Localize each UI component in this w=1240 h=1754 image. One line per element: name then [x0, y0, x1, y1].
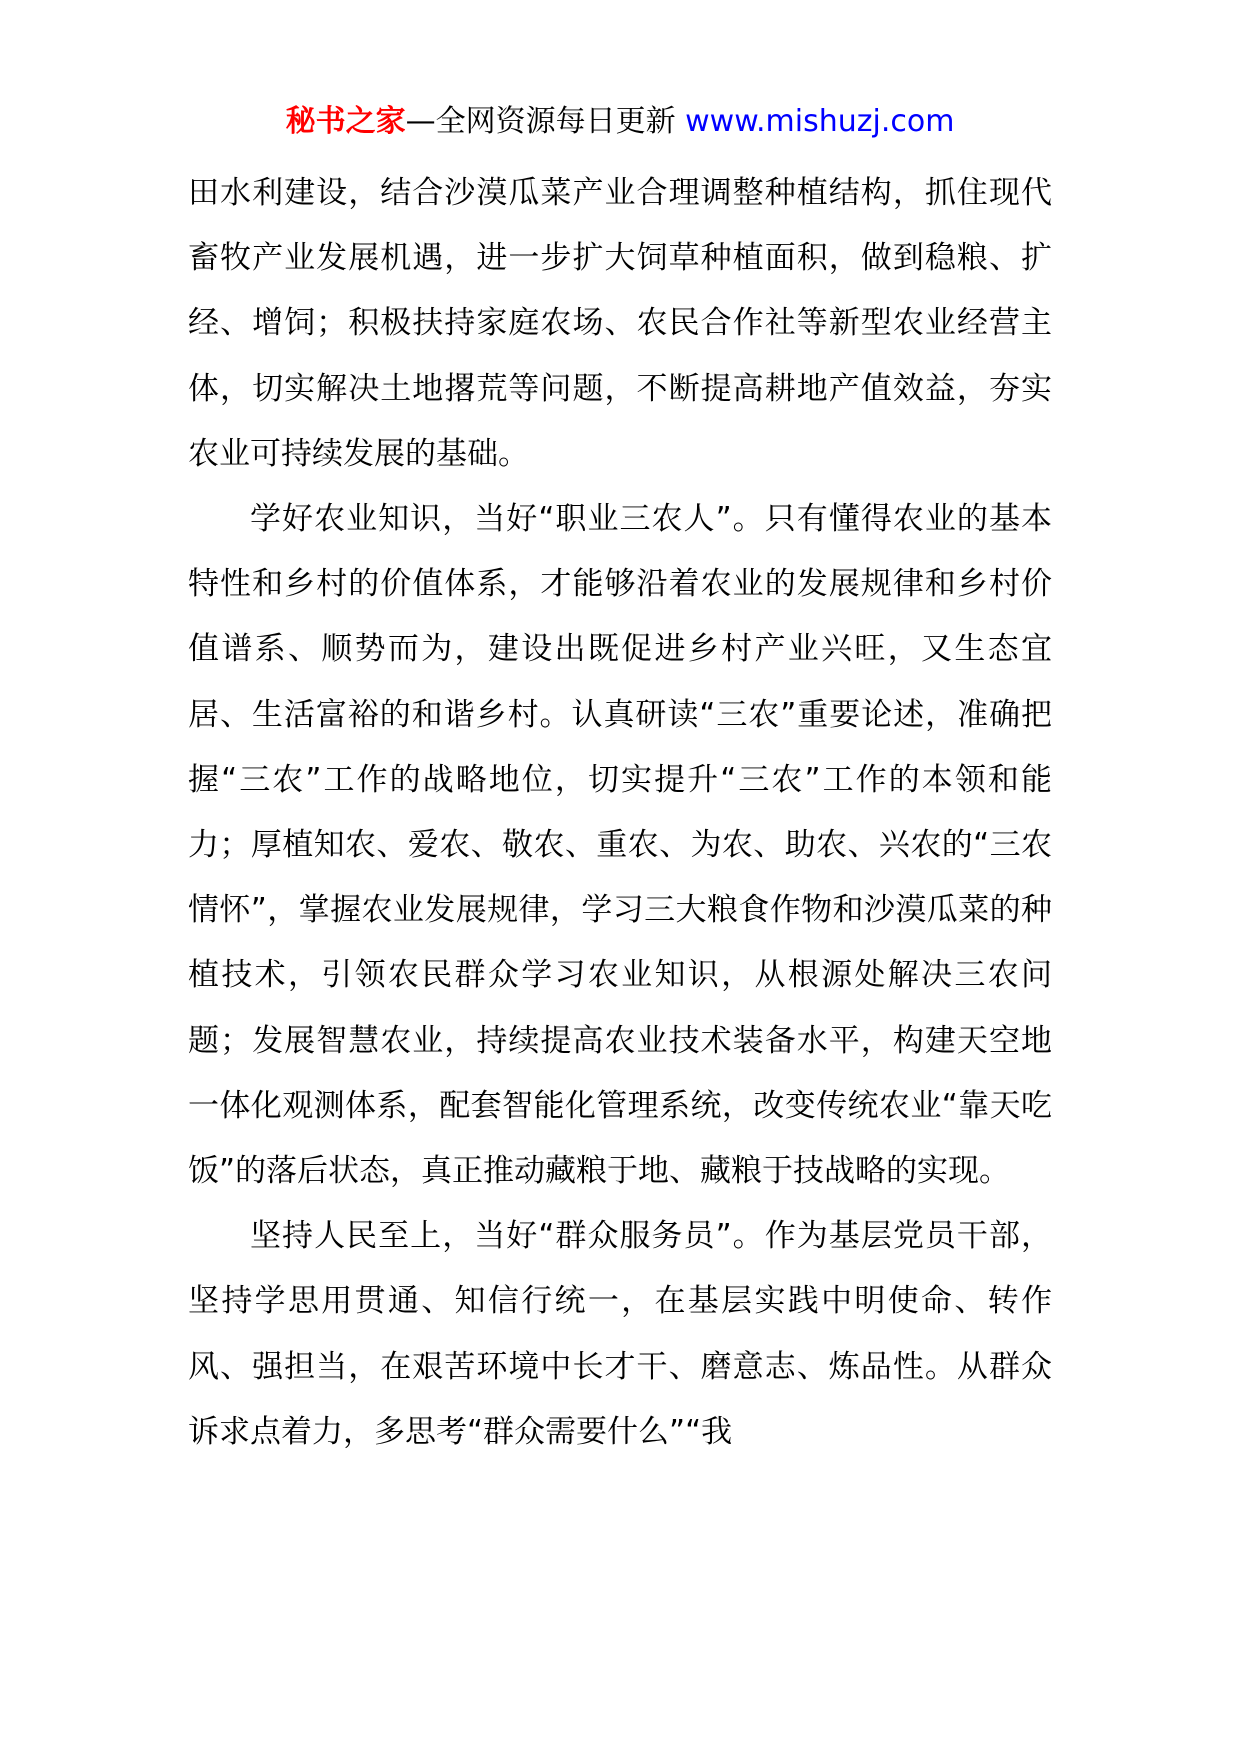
paragraph-continuation: 田水利建设，结合沙漠瓜菜产业合理调整种植结构，抓住现代畜牧产业发展机遇，进一步扩大饲草种植面积，做到稳粮、扩经、增饲；积极扶持家庭农场、农民合作社等新型农业经营主体，切实解决土地撂荒等问题，不断提高耕地产值效益，夯实农业可持续发展的基础。	[188, 175, 1052, 472]
site-header	[0, 100, 1240, 144]
document-body	[188, 161, 1052, 1465]
site-tagline: —全网资源每日更新	[405, 104, 676, 139]
paragraph-agriculture-knowledge: 学好农业知识，当好“职业三农人”。只有懂得农业的基本特性和乡村的价值体系，才能够沿着农业的发展规律和乡村价值谱系、顺势而为，建设出既促进乡村产业兴旺，又生态宜居、生活富裕的和谐乡村。认真研读“三农”重要论述，准确把握“三农”工作的战略地位，切实提升“三农”工作的本领和能力；厚植知农、爱农、敬农、重农、为农、助农、兴农的“三农情怀”，掌握农业发展规律，学习三大粮食作物和沙漠瓜菜的种植技术，引领农民群众学习农业知识，从根源处解决三农问题；发展智慧农业，持续提高农业技术装备水平，构建天空地一体化观测体系，配套智能化管理系统，改变传统农业“靠天吃饭”的落后状态，真正推动藏粮于地、藏粮于技战略的实现。	[188, 501, 1052, 1190]
site-brand: 秘书之家	[285, 104, 406, 139]
site-url-link[interactable]: www.mishuzj.com	[685, 104, 955, 139]
paragraph-people-first: 坚持人民至上，当好“群众服务员”。作为基层党员干部，坚持学思用贯通、知信行统一，在基层实践中明使命、转作风、强担当，在艰苦环境中长才干、磨意志、炼品性。从群众诉求点着力，多思考“群众需要什么”“我	[188, 1218, 1052, 1450]
